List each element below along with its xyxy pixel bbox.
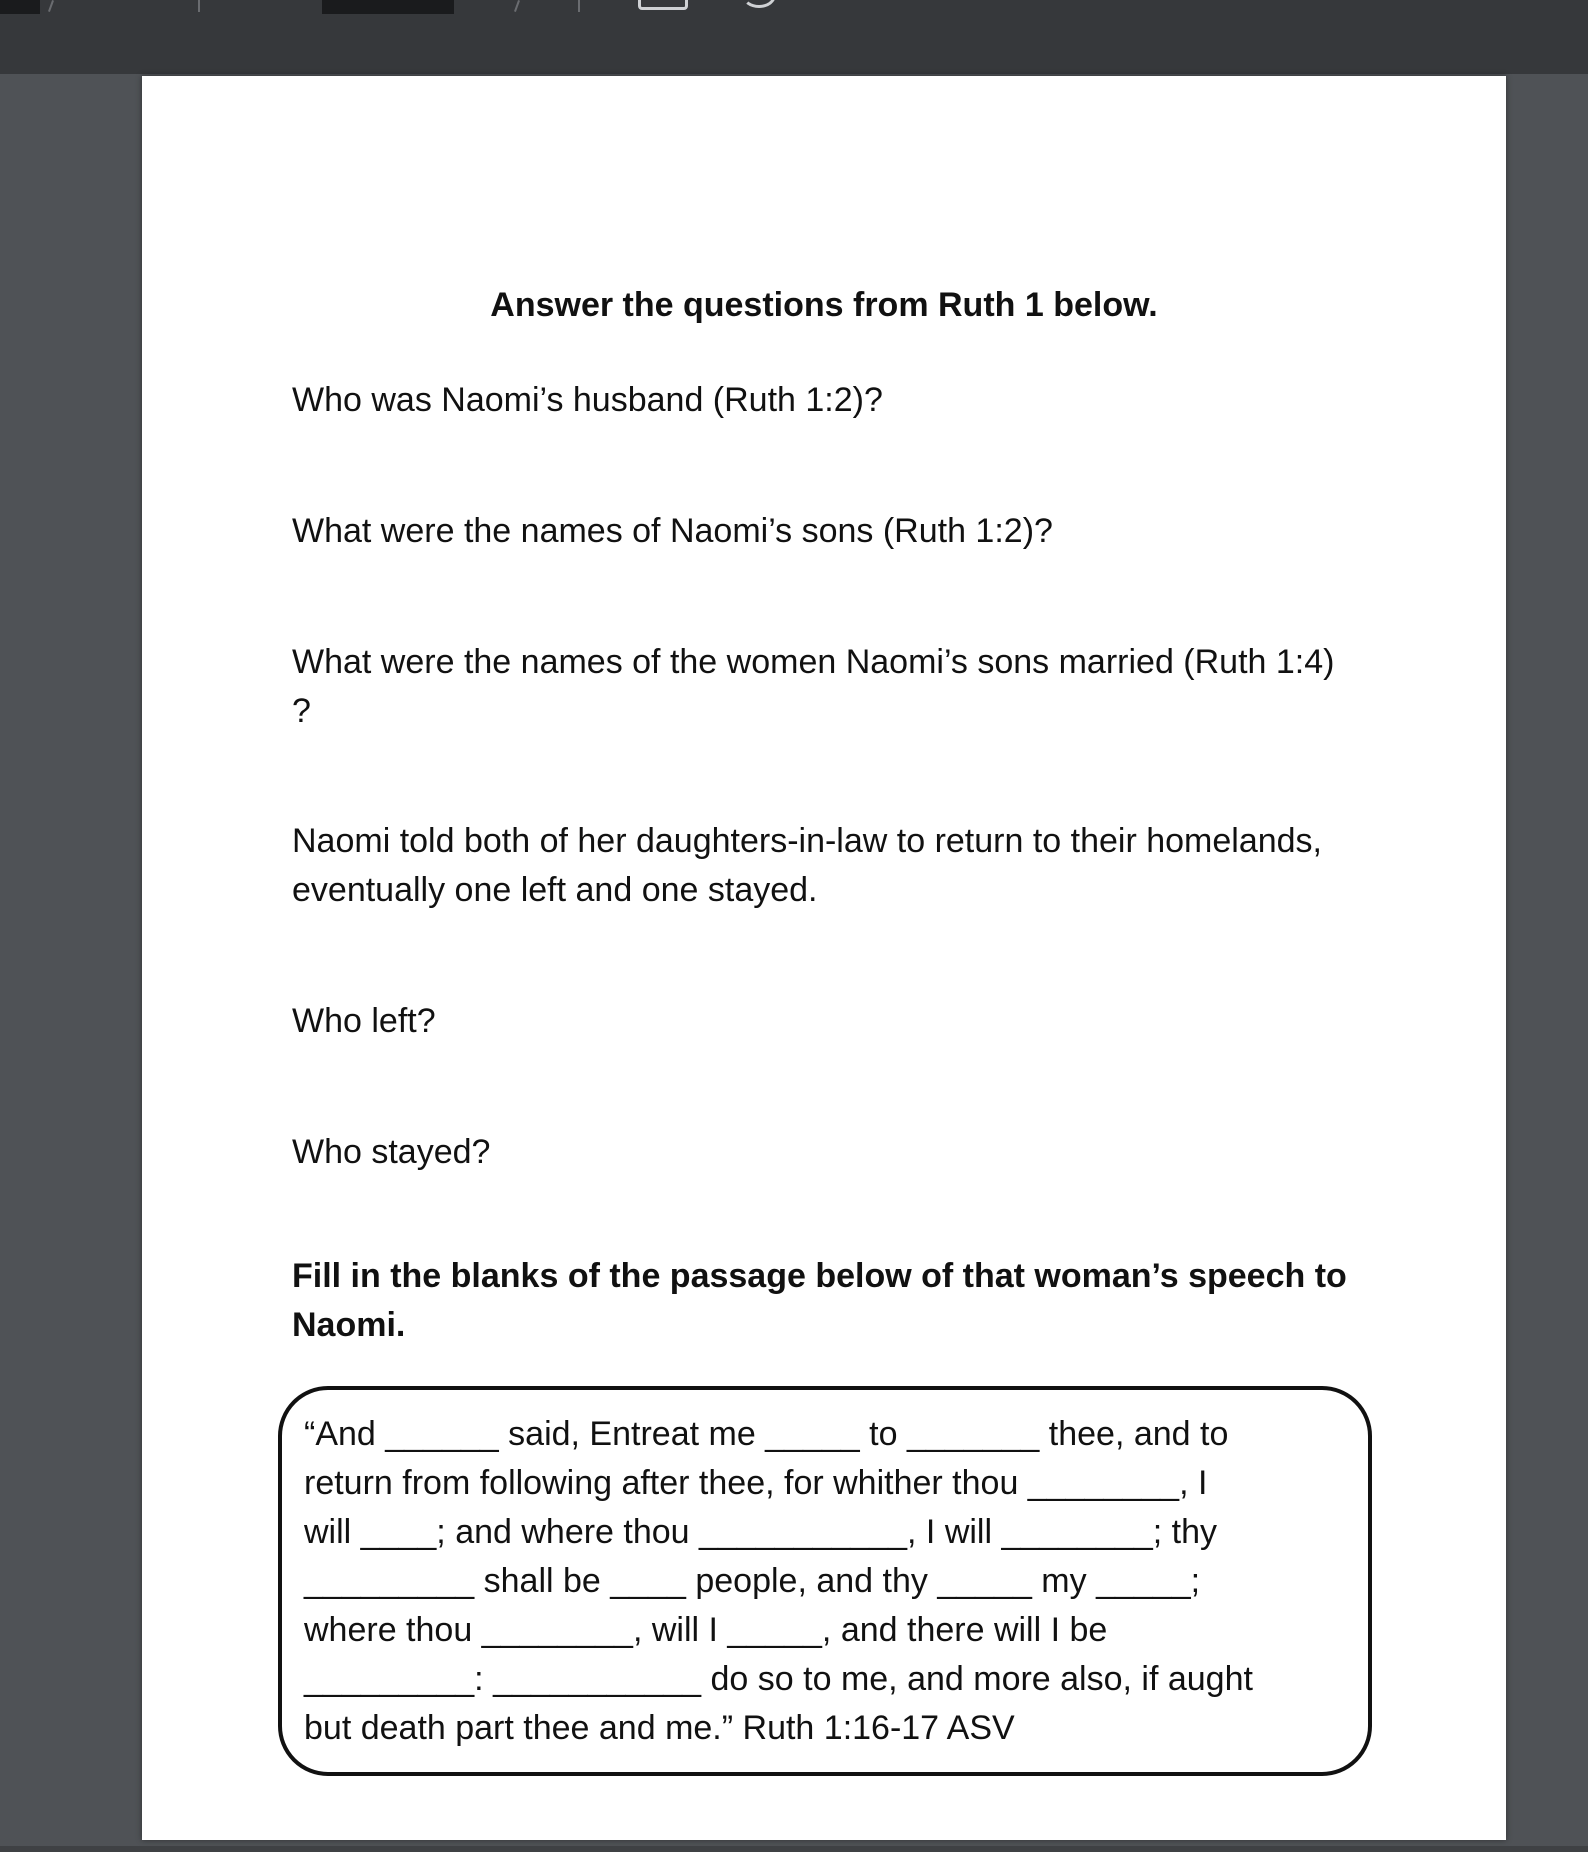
- rotate-icon[interactable]: [742, 0, 776, 8]
- fit-page-icon[interactable]: [638, 0, 688, 10]
- toolbar-button[interactable]: [0, 0, 40, 14]
- passage-box: “And ______ said, Entreat me _____ to _______ thee, and to return from following after thee, for whither thou ________, I will ____; and where thou ___________, I will ________; thy _________ shall be ____ people, and thy _____ my _____; where thou ________, will I _____, and there will I be _________: ___________ do so to me, and more also, if aught but death part thee and me.” Ruth 1:16-17 ASV: [278, 1386, 1372, 1776]
- page-number-input[interactable]: [322, 0, 454, 14]
- toolbar-separator: [578, 0, 580, 12]
- question-who-left: Who left?: [292, 1002, 436, 1040]
- question-husband: Who was Naomi’s husband (Ruth 1:2)?: [292, 381, 883, 419]
- toolbar-separator: [198, 0, 200, 12]
- toolbar-separator: [514, 0, 520, 12]
- viewer-bottom-edge: [0, 1846, 1588, 1852]
- page-title: Answer the questions from Ruth 1 below.: [490, 286, 1158, 324]
- viewer-toolbar: [0, 0, 1588, 74]
- fill-in-instruction: Fill in the blanks of the passage below of that woman’s speech to Naomi.: [292, 1257, 1347, 1344]
- question-sons: What were the names of Naomi’s sons (Ruth 1:2)?: [292, 512, 1053, 550]
- statement-daughters-in-law: Naomi told both of her daughters-in-law to return to their homelands, eventually one left and one stayed.: [292, 822, 1322, 909]
- question-who-stayed: Who stayed?: [292, 1133, 491, 1171]
- toolbar-separator: [48, 0, 54, 12]
- question-wives: What were the names of the women Naomi’s sons married (Ruth 1:4) ?: [292, 643, 1335, 730]
- document-page: [142, 76, 1506, 1840]
